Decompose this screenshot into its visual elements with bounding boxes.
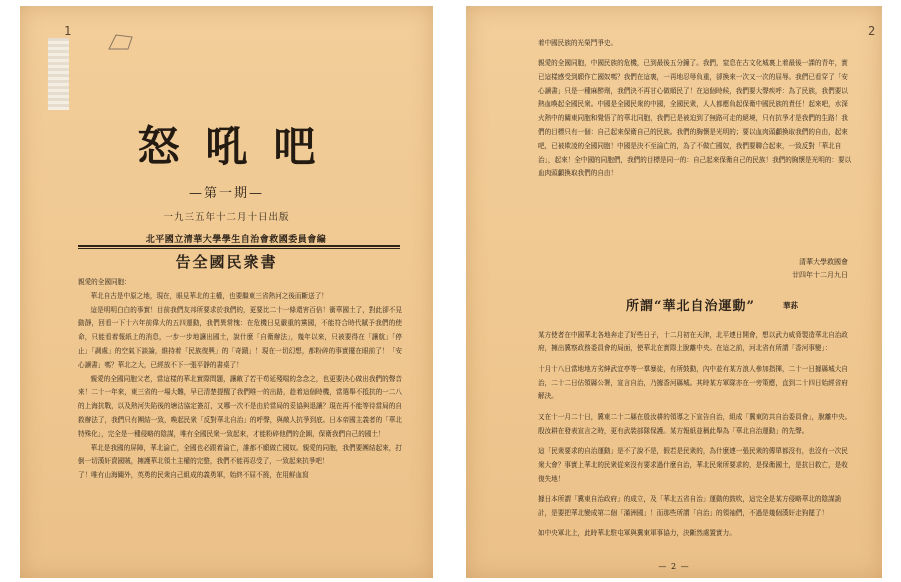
second-article-body [538,322,852,560]
paragraph: 十月十八日當地地方劣紳武宜亭等一羣暴徒，有所鼓動，內中並有某方浪人參加指揮，二十一日據縣城大自治，二十二日佔領縣公署，宣言自治，乃據香河縣城。其時某方軍隊亦在一旁策應，直到二十四日始經省府解決。 [538,364,848,401]
paragraph: 華北是我國的屏障，華北淪亡，全國也必跟着淪亡，誰都不願做亡國奴。親愛的同胞，我們要團結起來，打倒一切漢奸賣國賊，擁護華北領土主權的完整，我們不能再忍受了，一致起來抗爭吧！ [78,443,402,466]
paragraph: 華北自古是中原之地，現在，眼見華北的主權，也要繼東三省熱河之後而斷送了！ [90,291,328,300]
article-body [78,276,402,560]
page-number: 2 [868,24,876,38]
issue-number: —第一期— [188,186,264,201]
paragraph: 親愛的全國同胞父老，當這樣的華北實際問題，讓敵了若干苟延殘喘的念念之，也更要決心做出我們的聲音來！二十一年來，東三省的一場大難，早已清楚提醒了我們唯一的出路，趁着這個時機，當選舉不抵抗的一二八的上海抗戰，以及熱河失陷後的塘沽協定簽訂，又哪一次不是由於當局的妥協與退讓？現在再不能等待當局的自救辦法了，我們只有團結一致，喚起民衆「反對華北自治」的呼聲，與敵人抗爭到底。日本帝國主義者的「華北特殊化」，完全是一種侵略的陰謀，唯有全國民衆一致起來，才能粉碎他們的企圖，保衛我們自己的國土！ [78,374,402,438]
greeting: 親愛的全國同胞： [78,278,131,286]
right-page [466,6,882,578]
publication-date: 一九三五年十二月十日出版 [163,212,290,223]
page-number: 1 [64,24,72,38]
paragraph: 某方使者在中國華北各地奔走了好些日子，十二月初在天津，北平連日開會，想以武力威脅製造華北自治政府，擁出冀察政務委員會的局面，使華北在實際上脫離中央。在這之前，河北省有所謂「香河事變」： [538,330,848,353]
divider-rule [78,245,400,247]
last-line: 了！唯有山海關外，英勇的民衆自己組成的義勇軍，始終不屈不撓，在用鮮血寫 [78,471,309,480]
paragraph: 這「民衆要求的自治運動」是不了說不是，假若是民衆的，為什麼連一張民衆的傳單都沒有，也沒有一次民衆大會？事實上華北的民衆從來沒有要求過什麼自治，華北民衆所要求的，是保衛國土，是抗日救亡，是收復失地！ [538,446,848,483]
left-page [20,6,433,578]
pencil-mark-icon [106,32,136,52]
signature-date: 廿四年十二月九日 [792,271,848,279]
paragraph: 這是明明白白的事實！目前我們友邦所要求於我們的，更要比二十一條還害百倍！衝華國土了，對此卻不見動靜，回看一下十六年前偉大的五四運動，我們異常愧：在危機日見嚴重的黨國，不能符合時代賦予我們的使命，只能看着報紙上的消息，一步一步地讓出國土，說什麼「自衛辦法」，幾年以來，只被要得在「讓航」「停止」「調處」的空氣下談論，維持着「民族復興」的「奇蹟」！現在一切幻想，都粉碎的事實擺在眼前了！「安心讀書」嗎？華北之大，已經放不下一張平靜的書桌了！ [78,305,402,369]
paragraph: 如中央軍北上，此時華北駐屯軍與冀東軍事協力，決斷然處置實力。 [538,529,736,538]
paragraph: 又在十一月二十日，冀東二十二縣在殷汝耕的領導之下宣告自治，組成「冀東防共自治委員會」，脫離中央。殷汝耕在發表宣言之時，更有武裝部隊保護。某方報紙並稱此舉為「華北自治運動」的先聲。 [538,412,852,435]
second-article-author: 華荪 [783,301,798,310]
opening-line: 着中國民族的光榮鬥爭史。 [538,38,618,47]
paragraph: 據日本所謂「冀東自治政府」的成立，及「華北五省自治」運動的鼓吹，這完全是某方侵略華北的陰謀詭計，是要把華北變成第二個「滿洲國」！而那些所謂「自治」的領袖們，不過是幾個漢奸走狗罷了！ [538,494,842,517]
second-article-title: 所謂“華北自治運動” [626,299,755,314]
publisher-line: 北平國立清華大學學生自治會救國委員會編 [145,235,327,245]
masthead-title: 怒吼吧 [137,122,342,171]
paragraph: 親愛的全國同胞，中國民族的危機，已到最後五分鐘了。我們，窒息在古文化城裏上着最後一課的青年，實已這樣感受到願作亡國奴嗎？我們在這裏，一再地忍辱負重，卻換來一次又一次的屈辱。我們已看穿了「安心讀書」只是一種麻醉劑，我們決不再甘心做順民了！在這個時候，我們要大聲疾呼：為了民族，我們要以熱血喚起全國民衆。中國是全國民衆的中國，全國民衆，人人都應負起保衛中國民族的責任！起來吧，水深火熱中的關東同胞和覺悟了的華北同胞，我們已是被迫到了無路可走的絕境，只有抗爭才是我們的生路！我們的目標只有一個：自己起來保衛自己的民族。我們的胸懷是光明的；要以血肉頭顱換取我們的自由，起來吧，已被欺凌的全國同胞！中國是決不至淪亡的，為了不做亡國奴，我們要聯合起來，一致反對「華北自治」，起來！全中國的同胞們，我們的目標是同一的：自己起來保衛自己的民族！我們的胸懷是光明的：要以血肉頭顱換取我們的自由！ [538,58,852,178]
page-folio: — 2 — [658,562,690,571]
signature-org: 清華大學救國會 [799,258,848,266]
article-title: 告全國民衆書 [175,253,278,271]
divider-rule-thin [78,248,400,249]
article-continuation [538,30,852,254]
tape-strip [48,38,69,110]
